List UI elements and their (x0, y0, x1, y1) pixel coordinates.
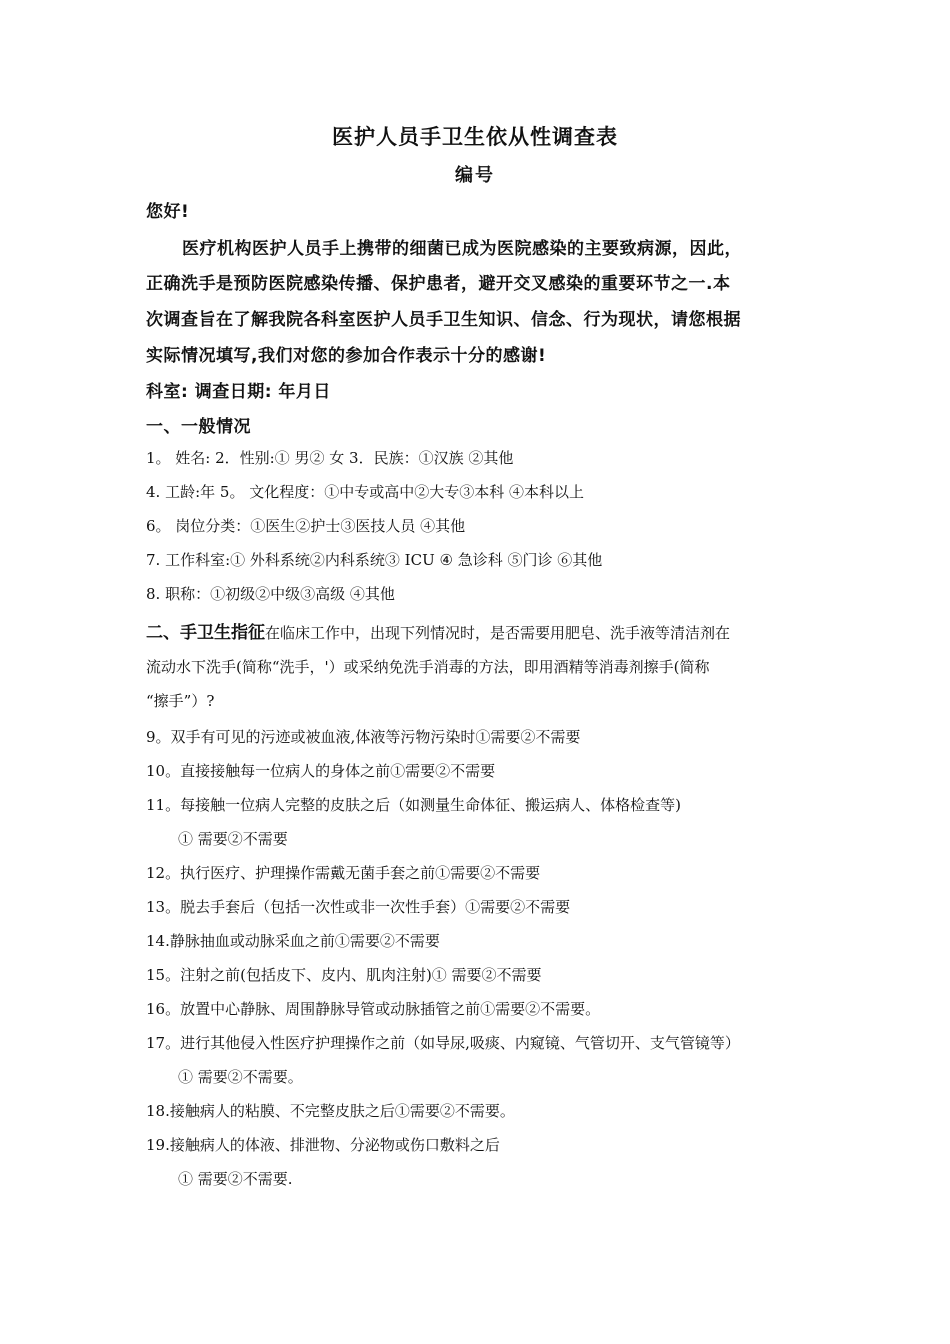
section-2-heading: 二、手卫生指征 (146, 623, 265, 643)
question-13: 13。脱去手套后（包括一次性或非一次性手套）①需要②不需要 (146, 898, 571, 916)
question-16: 16。放置中心静脉、周围静脉导管或动脉插管之前①需要②不需要。 (146, 1000, 601, 1018)
question-14: 14.静脉抽血或动脉采血之前①需要②不需要 (146, 932, 440, 950)
question-17: 17。进行其他侵入性医疗护理操作之前（如导尿,吸痰、内窥镜、气管切开、支气管镜等） (146, 1034, 740, 1052)
intro-line-4: 实际情况填写,我们对您的参加合作表示十分的感谢! (146, 346, 547, 366)
section-2-intro-line-1 (146, 618, 730, 643)
question-11-options: ① 需要②不需要 (178, 830, 288, 848)
intro-line-3: 次调查旨在了解我院各科室医护人员手卫生知识、信念、行为现状，请您根据 (146, 310, 741, 330)
question-17-options: ① 需要②不需要。 (178, 1068, 303, 1086)
section-2-intro-line-2: 流动水下洗手(简称“洗手，'）或采纳免洗手消毒的方法，即用酒精等消毒剂擦手(简称 (146, 658, 710, 676)
question-9: 9。双手有可见的污迹或被血液,体液等污物污染时①需要②不需要 (146, 728, 581, 746)
greeting: 您好! (146, 202, 190, 222)
department-date-line: 科室: 调查日期: 年月日 (146, 382, 331, 402)
question-18: 18.接触病人的粘膜、不完整皮肤之后①需要②不需要。 (146, 1102, 515, 1120)
section-1-heading: 一、一般情况 (146, 417, 251, 437)
intro-line-1: 医疗机构医护人员手上携带的细菌已成为医院感染的主要致病源，因此， (182, 239, 742, 259)
question-19-options: ① 需要②不需要. (178, 1170, 293, 1188)
question-19: 19.接触病人的体液、排泄物、分泌物或伤口敷料之后 (146, 1136, 500, 1154)
question-10: 10。直接接触每一位病人的身体之前①需要②不需要 (146, 762, 496, 780)
question-8: 8. 职称：①初级②中级③高级 ④其他 (146, 585, 395, 603)
question-1: 1。 姓名: 2．性别:① 男② 女 3．民族：①汉族 ②其他 (146, 449, 514, 467)
question-4: 4. 工龄:年 5。 文化程度：①中专或高中②大专③本科 ④本科以上 (146, 483, 584, 501)
question-11: 11。每接触一位病人完整的皮肤之后（如测量生命体征、搬运病人、体格检查等) (146, 796, 681, 814)
question-6: 6。 岗位分类：①医生②护士③医技人员 ④其他 (146, 517, 466, 535)
section-2-intro-line-3: “擦手”）? (146, 692, 215, 710)
question-7: 7. 工作科室:① 外科系统②内科系统③ ICU ④ 急诊科 ⑤门诊 ⑥其他 (146, 551, 603, 569)
serial-number-label: 编号 (455, 165, 495, 186)
question-15: 15。注射之前(包括皮下、皮内、肌肉注射)① 需要②不需要 (146, 966, 542, 984)
section-2-intro-text: 在临床工作中，出现下列情况时，是否需要用肥皂、洗手液等清洁剂在 (265, 624, 731, 642)
question-12: 12。执行医疗、护理操作需戴无菌手套之前①需要②不需要 (146, 864, 541, 882)
page-title: 医护人员手卫生依从性调查表 (332, 125, 618, 149)
intro-line-2: 正确洗手是预防医院感染传播、保护患者，避开交叉感染的重要环节之一.本 (146, 274, 731, 294)
